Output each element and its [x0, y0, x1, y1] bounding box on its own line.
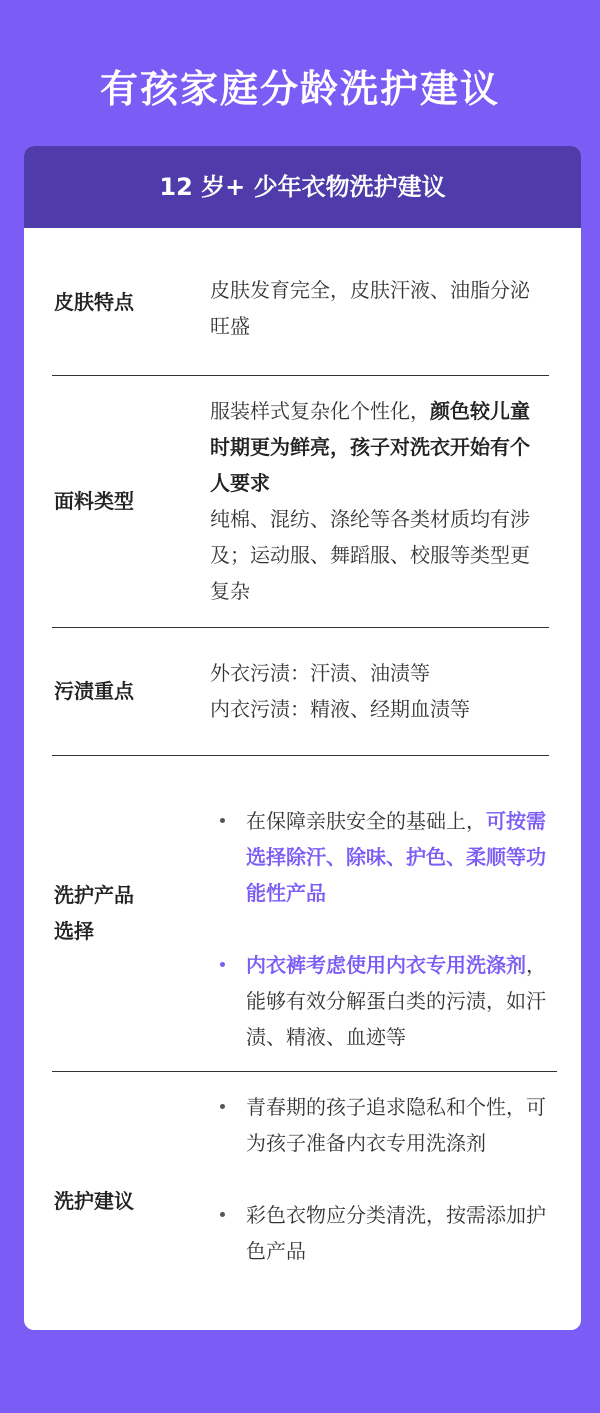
row-content-products	[214, 803, 552, 1055]
stains-line-2: 内衣污渍：精液、经期血渍等	[210, 697, 470, 721]
row-content-advice	[214, 1089, 552, 1269]
row-label-fabric: 面料类型	[54, 489, 134, 513]
row-label-stains: 污渍重点	[54, 679, 134, 703]
advice-item-2-text: 彩色衣物应分类清洗，按需添加护色产品	[246, 1203, 546, 1263]
advice-card	[24, 146, 581, 1330]
advice-item-1-text: 青春期的孩子追求隐私和个性，可为孩子准备内衣专用洗涤剂	[246, 1095, 546, 1155]
fabric-text-b: 纯棉、混纺、涤纶等各类材质均有涉及；运动服、舞蹈服、校服等类型更复杂	[210, 507, 530, 603]
products-label-line-2: 选择	[54, 919, 94, 943]
row-skin	[52, 228, 549, 376]
fabric-text-bold: 颜色较儿童时期更为鲜亮，孩子对洗衣开始有个人要求	[210, 399, 530, 495]
row-label-skin: 皮肤特点	[54, 289, 134, 314]
stains-line-1: 外衣污渍：汗渍、油渍等	[210, 661, 430, 685]
fabric-text-a: 服装样式复杂化个性化，	[210, 399, 430, 423]
products-item-1-accent: 可按需选择除汗、除味、护色、柔顺等功能性产品	[246, 809, 546, 905]
products-item-2-accent: 内衣裤考虑使用内衣专用洗涤剂	[246, 953, 526, 977]
row-advice	[52, 1071, 557, 1330]
bullet-dot-icon	[220, 1212, 225, 1217]
bullet-dot-icon	[220, 962, 225, 967]
bullet-dot-icon	[220, 1104, 225, 1109]
advice-item-1	[214, 1089, 552, 1161]
products-item-1	[214, 803, 552, 911]
page-title: 有孩家庭分龄洗护建议	[99, 67, 500, 111]
products-item-1-plain: 在保障亲肤安全的基础上，	[246, 809, 486, 833]
bullet-dot-icon	[220, 818, 225, 823]
row-content-fabric	[210, 393, 540, 609]
row-fabric	[52, 375, 549, 628]
row-content-stains	[210, 655, 540, 727]
products-item-2-plain: ，能够有效分解蛋白类的污渍，如汗渍、精液、血迹等	[246, 953, 546, 1049]
advice-item-2	[214, 1197, 552, 1269]
row-products	[52, 755, 557, 1072]
card-header: 12 岁+ 少年衣物洗护建议	[24, 146, 581, 228]
row-label-advice: 洗护建议	[54, 1189, 134, 1213]
row-stains	[52, 627, 549, 756]
row-label-products	[54, 877, 134, 949]
products-label-line-1: 洗护产品	[54, 883, 134, 907]
row-content-skin: 皮肤发育完全，皮肤汗液、油脂分泌旺盛	[210, 278, 530, 338]
products-item-2	[214, 947, 552, 1055]
